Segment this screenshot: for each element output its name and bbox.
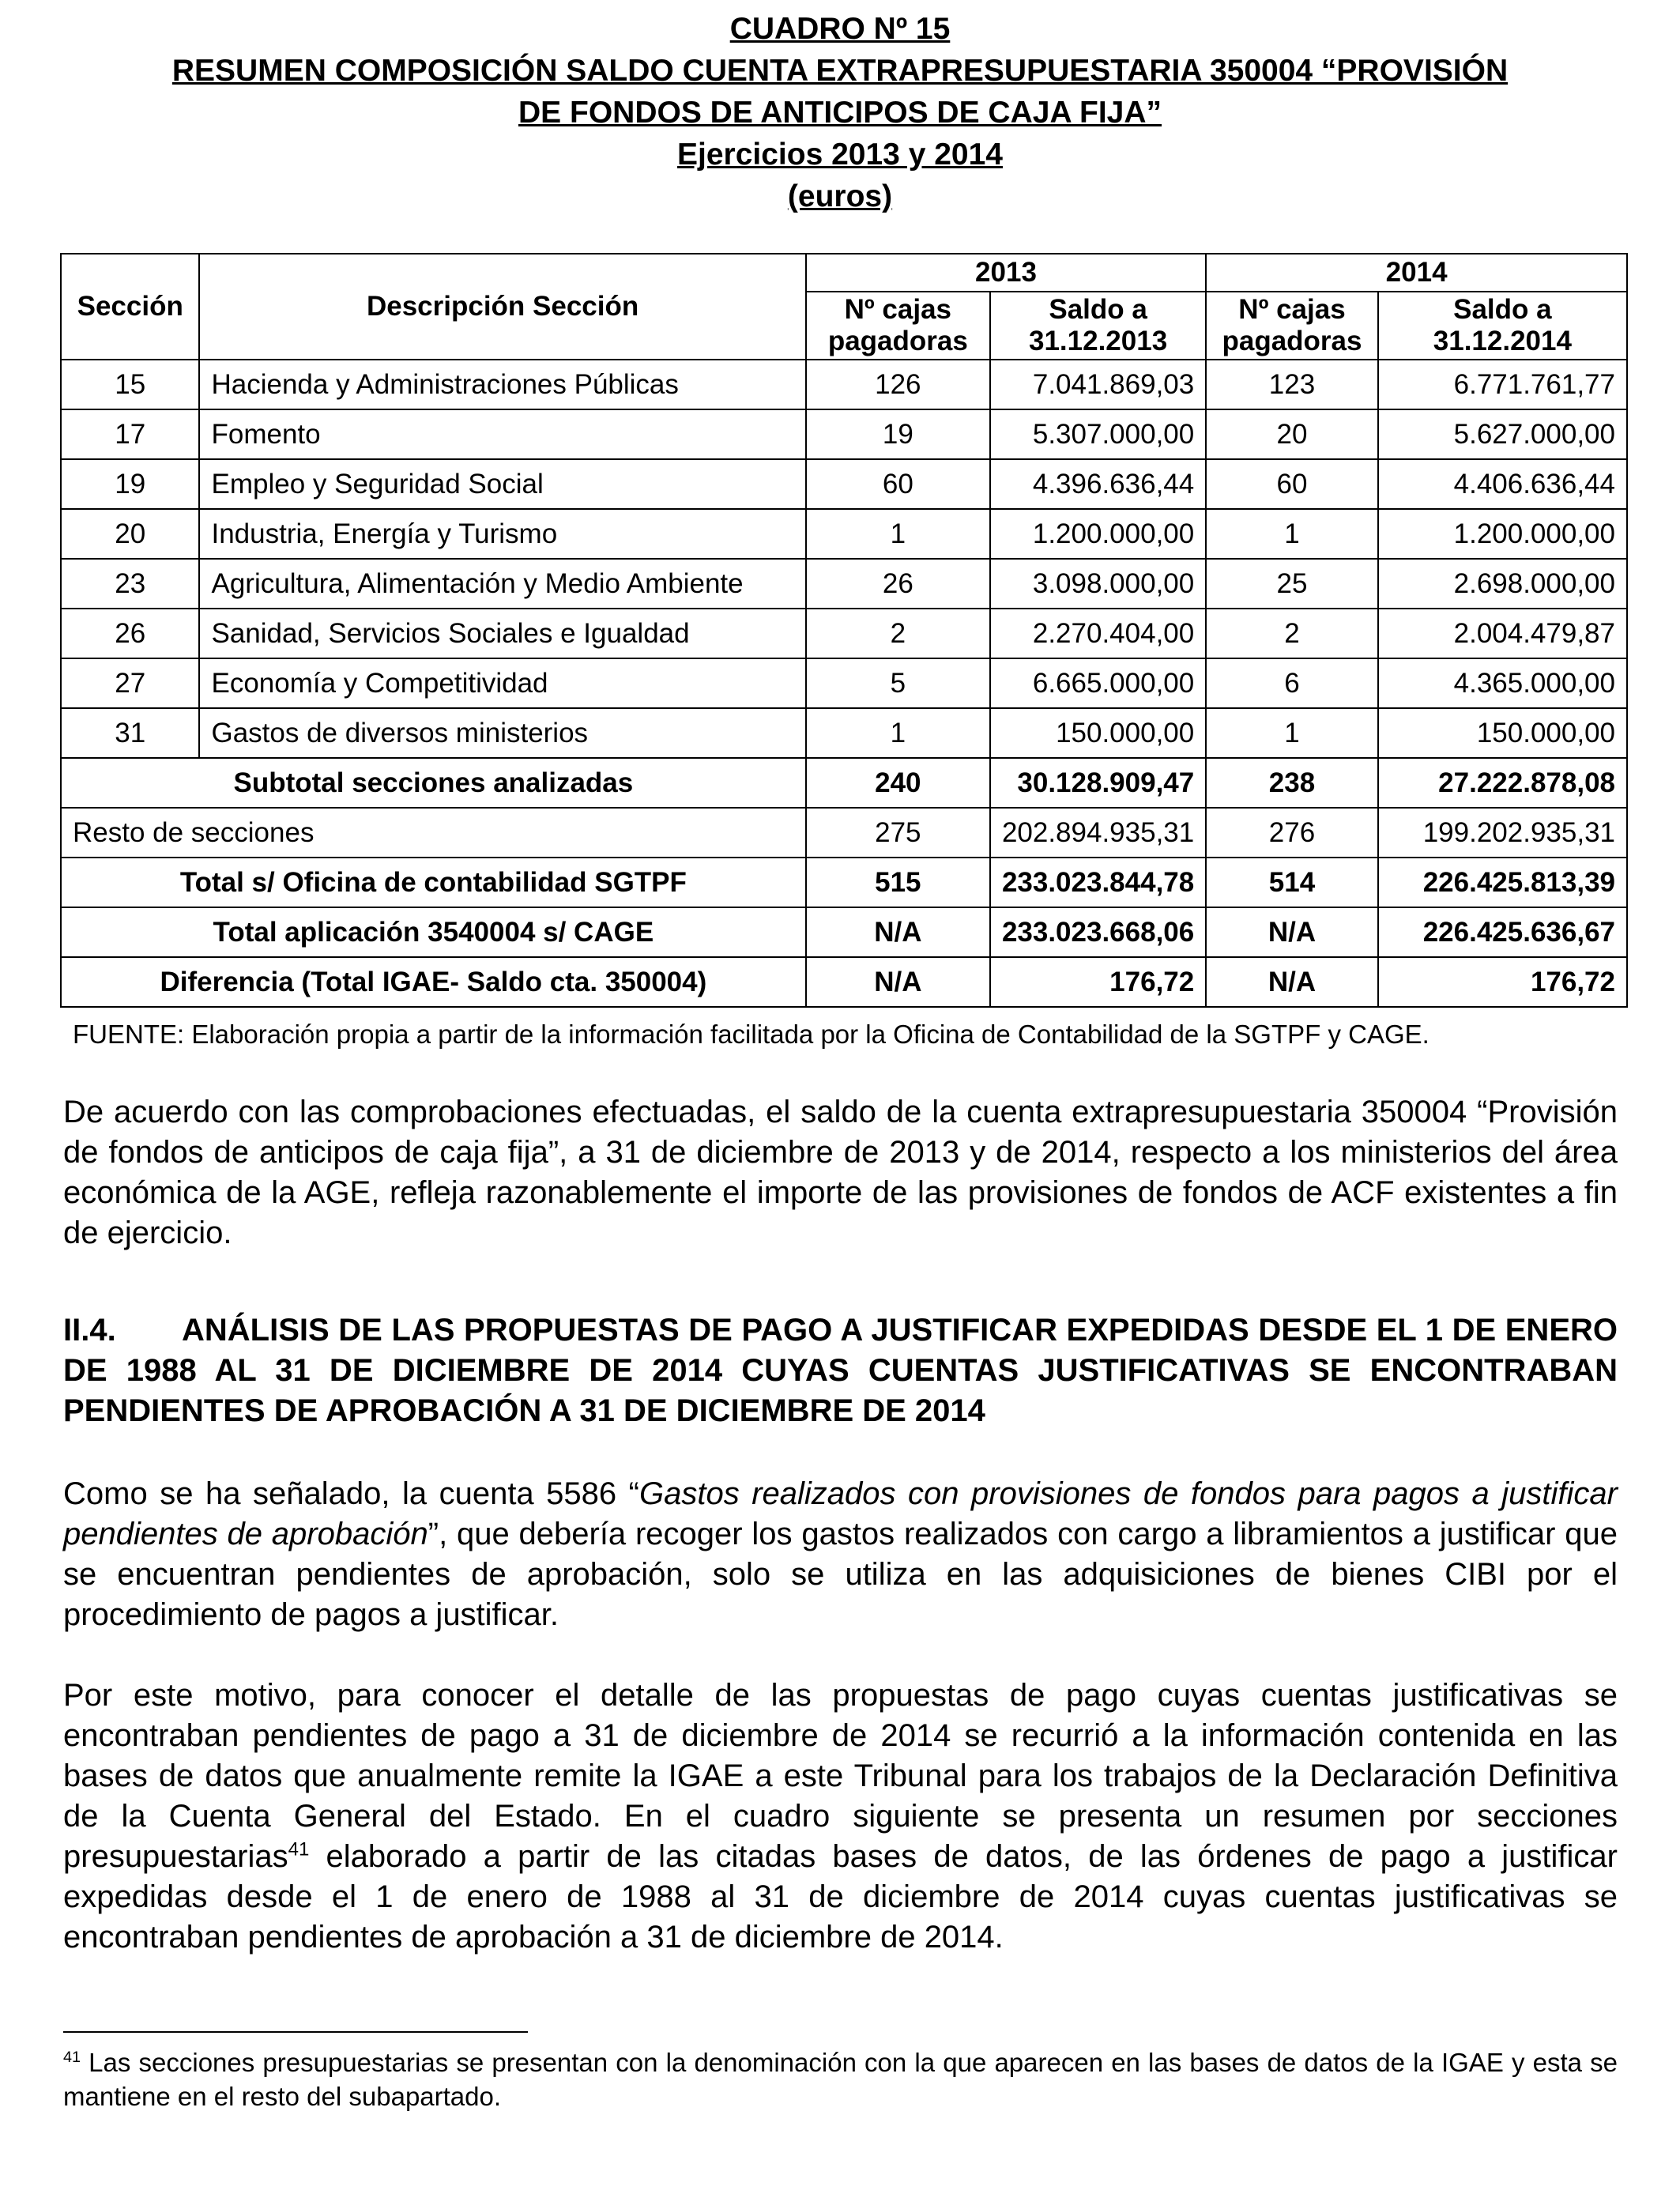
cell-boxes-2014: 514: [1206, 858, 1378, 907]
header-description: Descripción Sección: [199, 254, 805, 360]
paragraph-text: Por este motivo, para conocer el detalle de las propuestas de pago cuyas cuentas justificativas se encontraban pendientes de pago a 31 de diciembre de 2014 se recurrió a la información contenida en las bases de datos que anualmente remite la IGAE a este Tribunal para los trabajos de la Declaración Definitiva de la Cuenta General del Estado. En el cuadro siguiente se presenta un resumen por secciones presupuestarias: [63, 1678, 1618, 1874]
table-title-block: [47, 8, 1633, 217]
footnote-reference[interactable]: 41: [288, 1838, 310, 1860]
cell-boxes-2013: 240: [806, 758, 990, 808]
paragraph-motivation: [63, 1676, 1618, 1958]
header-balance-2013: Saldo a 31.12.2013: [990, 292, 1206, 360]
cell-description: Sanidad, Servicios Sociales e Igualdad: [199, 609, 805, 658]
cell-boxes-2013: 126: [806, 360, 990, 409]
section-number: II.4.: [63, 1313, 116, 1348]
total-cage-label: Total aplicación 3540004 s/ CAGE: [61, 907, 806, 957]
cell-balance-2013: 1.200.000,00: [990, 509, 1206, 559]
total-office-row: [61, 858, 1627, 907]
table-row: [61, 360, 1627, 409]
subtotal-label: Subtotal secciones analizadas: [61, 758, 806, 808]
cell-description: Gastos de diversos ministerios: [199, 708, 805, 758]
cell-boxes-2014: 238: [1206, 758, 1378, 808]
cell-boxes-2013: 5: [806, 658, 990, 708]
footnote-text: Las secciones presupuestarias se presentan con la denominación con la que aparecen en las bases de datos de la IGAE y esta se mantiene en el resto del subapartado.: [63, 2048, 1618, 2111]
header-balance-2014: Saldo a 31.12.2014: [1378, 292, 1627, 360]
total-office-label: Total s/ Oficina de contabilidad SGTPF: [61, 858, 806, 907]
section-heading-text: ANÁLISIS DE LAS PROPUESTAS DE PAGO A JUSTIFICAR EXPEDIDAS DESDE EL 1 DE ENERO DE 1988 AL 31 DE DICIEMBRE DE 2014 CUYAS CUENTAS JUSTIFICATIVAS SE ENCONTRABAN PENDIENTES DE APROBACIÓN A 31 DE DICIEMBRE DE 2014: [63, 1313, 1618, 1428]
cell-boxes-2014: 1: [1206, 509, 1378, 559]
table-row: [61, 409, 1627, 459]
cell-boxes-2013: 2: [806, 609, 990, 658]
cell-section: 26: [61, 609, 199, 658]
cell-description: Economía y Competitividad: [199, 658, 805, 708]
cell-boxes-2014: 25: [1206, 559, 1378, 609]
cell-boxes-2013: 19: [806, 409, 990, 459]
cell-boxes-2013: N/A: [806, 957, 990, 1007]
cell-section: 19: [61, 459, 199, 509]
cell-boxes-2013: 275: [806, 808, 990, 858]
cell-balance-2014: 6.771.761,77: [1378, 360, 1627, 409]
table-number: CUADRO Nº 15: [729, 12, 951, 46]
difference-label: Diferencia (Total IGAE- Saldo cta. 350004): [61, 957, 806, 1007]
cell-balance-2014: 176,72: [1378, 957, 1627, 1007]
cell-boxes-2014: 276: [1206, 808, 1378, 858]
cell-section: 31: [61, 708, 199, 758]
cell-description: Agricultura, Alimentación y Medio Ambiente: [199, 559, 805, 609]
cell-balance-2014: 1.200.000,00: [1378, 509, 1627, 559]
header-boxes-2013: Nº cajas pagadoras: [806, 292, 990, 360]
rest-row: [61, 808, 1627, 858]
cell-balance-2014: 5.627.000,00: [1378, 409, 1627, 459]
cell-balance-2013: 233.023.844,78: [990, 858, 1206, 907]
cell-balance-2013: 7.041.869,03: [990, 360, 1206, 409]
cell-balance-2014: 4.406.636,44: [1378, 459, 1627, 509]
cell-balance-2013: 150.000,00: [990, 708, 1206, 758]
header-year-2013: 2013: [806, 254, 1207, 292]
total-cage-row: [61, 907, 1627, 957]
cell-boxes-2013: 515: [806, 858, 990, 907]
cell-boxes-2014: 1: [1206, 708, 1378, 758]
cell-balance-2013: 233.023.668,06: [990, 907, 1206, 957]
paragraph-text: ”, que debería recoger los gastos realizados con cargo a libramientos a justificar que se encuentran pendientes de aprobación, solo se utiliza en las adquisiciones de bienes CIBI por el procedimiento de pagos a justificar.: [63, 1517, 1618, 1632]
cell-boxes-2014: N/A: [1206, 957, 1378, 1007]
cell-description: Fomento: [199, 409, 805, 459]
subtotal-row: [61, 758, 1627, 808]
paragraph-text: Como se ha señalado, la cuenta 5586 “: [63, 1476, 639, 1511]
table-row: [61, 559, 1627, 609]
table-title-line: RESUMEN COMPOSICIÓN SALDO CUENTA EXTRAPRESUPUESTARIA 350004 “PROVISIÓN: [171, 54, 1509, 88]
cell-balance-2014: 2.004.479,87: [1378, 609, 1627, 658]
cell-balance-2013: 2.270.404,00: [990, 609, 1206, 658]
cell-description: Hacienda y Administraciones Públicas: [199, 360, 805, 409]
paragraph-conclusion: De acuerdo con las comprobaciones efectuadas, el saldo de la cuenta extrapresupuestaria 350004 “Provisión de fondos de anticipos de caja fija”, a 31 de diciembre de 2013 y de 2014, respecto a los ministerios del área económica de la AGE, refleja razonablemente el importe de las provisiones de fondos de ACF existentes a fin de ejercicio.: [63, 1095, 1618, 1250]
cell-description: Industria, Energía y Turismo: [199, 509, 805, 559]
table-row: [61, 459, 1627, 509]
rest-label: Resto de secciones: [61, 808, 806, 858]
paragraph-account-5586: [63, 1474, 1618, 1635]
cell-balance-2013: 3.098.000,00: [990, 559, 1206, 609]
cell-balance-2014: 27.222.878,08: [1378, 758, 1627, 808]
cell-boxes-2014: 2: [1206, 609, 1378, 658]
table-row: [61, 609, 1627, 658]
table-units: (euros): [787, 179, 893, 213]
cell-boxes-2014: 60: [1206, 459, 1378, 509]
table-years: Ejercicios 2013 y 2014: [677, 138, 1003, 172]
cell-balance-2014: 199.202.935,31: [1378, 808, 1627, 858]
section-heading: [63, 1310, 1618, 1431]
cell-boxes-2014: 20: [1206, 409, 1378, 459]
paragraph-italic-text: Gastos realizados con provisiones de fondos para pagos a justificar pendientes de aprobación: [63, 1476, 1618, 1551]
cell-balance-2014: 2.698.000,00: [1378, 559, 1627, 609]
cell-boxes-2013: 1: [806, 509, 990, 559]
difference-row: [61, 957, 1627, 1007]
table-source-note: FUENTE: Elaboración propia a partir de la información facilitada por la Oficina de Contabilidad de la SGTPF y CAGE.: [73, 1020, 1430, 1049]
footnote: [63, 2045, 1618, 2113]
cell-boxes-2013: 1: [806, 708, 990, 758]
header-boxes-2014: Nº cajas pagadoras: [1206, 292, 1378, 360]
cell-boxes-2014: 6: [1206, 658, 1378, 708]
cell-balance-2014: 226.425.813,39: [1378, 858, 1627, 907]
cell-balance-2013: 5.307.000,00: [990, 409, 1206, 459]
cell-boxes-2013: N/A: [806, 907, 990, 957]
cell-boxes-2013: 26: [806, 559, 990, 609]
cell-section: 27: [61, 658, 199, 708]
cell-section: 23: [61, 559, 199, 609]
balance-table: [60, 253, 1628, 1008]
cell-balance-2013: 30.128.909,47: [990, 758, 1206, 808]
cell-section: 17: [61, 409, 199, 459]
header-section: Sección: [61, 254, 199, 360]
cell-boxes-2013: 60: [806, 459, 990, 509]
cell-boxes-2014: N/A: [1206, 907, 1378, 957]
cell-balance-2013: 6.665.000,00: [990, 658, 1206, 708]
footnote-divider: [63, 2031, 528, 2033]
cell-balance-2014: 226.425.636,67: [1378, 907, 1627, 957]
paragraph-text: elaborado a partir de las citadas bases de datos, de las órdenes de pago a justificar expedidas desde el 1 de enero de 1988 al 31 de diciembre de 2014 cuyas cuentas justificativas se encontraban pendientes de aprobación a 31 de diciembre de 2014.: [63, 1839, 1618, 1955]
cell-description: Empleo y Seguridad Social: [199, 459, 805, 509]
table-title-line: DE FONDOS DE ANTICIPOS DE CAJA FIJA”: [518, 96, 1162, 130]
footnote-number: 41: [63, 2049, 81, 2066]
cell-balance-2013: 4.396.636,44: [990, 459, 1206, 509]
cell-balance-2013: 202.894.935,31: [990, 808, 1206, 858]
cell-balance-2013: 176,72: [990, 957, 1206, 1007]
table-row: [61, 708, 1627, 758]
cell-balance-2014: 150.000,00: [1378, 708, 1627, 758]
table-row: [61, 509, 1627, 559]
cell-section: 15: [61, 360, 199, 409]
header-year-2014: 2014: [1206, 254, 1627, 292]
cell-boxes-2014: 123: [1206, 360, 1378, 409]
cell-balance-2014: 4.365.000,00: [1378, 658, 1627, 708]
table-row: [61, 658, 1627, 708]
cell-section: 20: [61, 509, 199, 559]
